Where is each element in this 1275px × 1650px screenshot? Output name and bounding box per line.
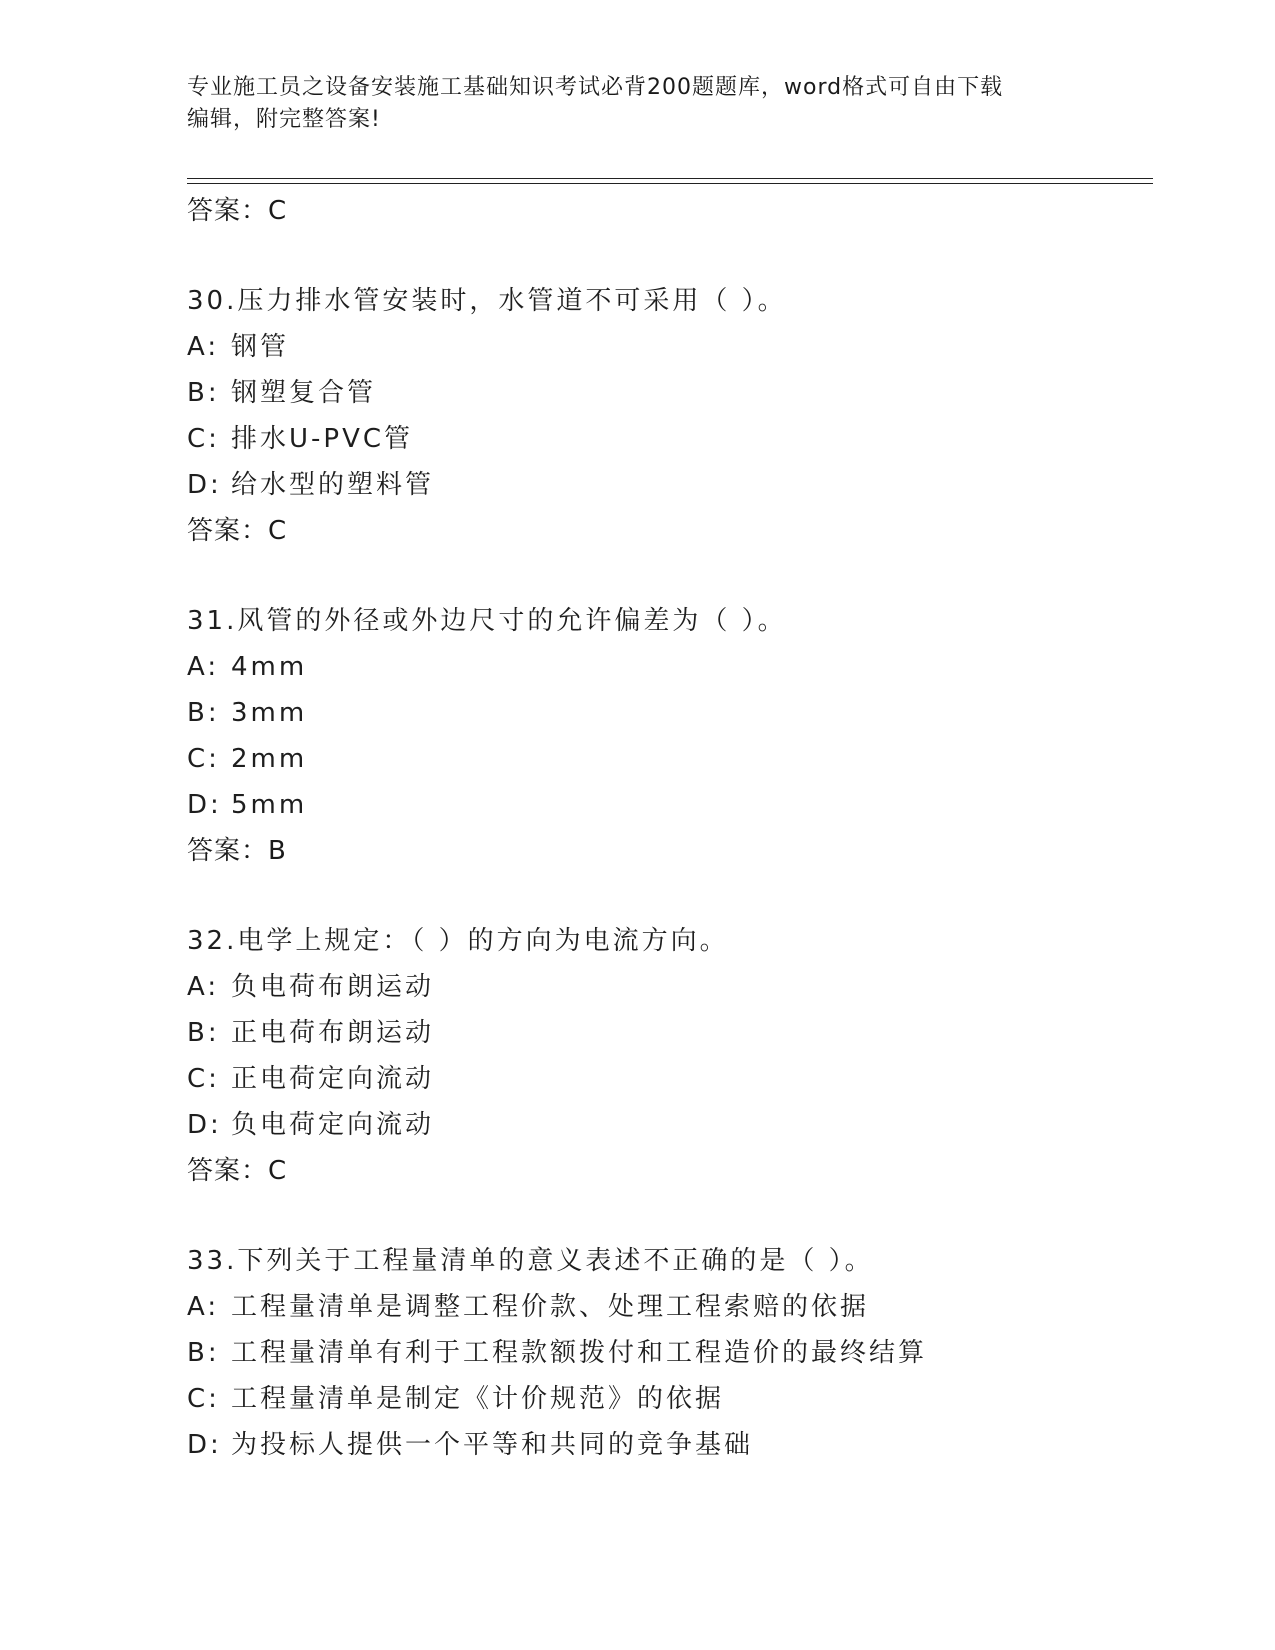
question-option xyxy=(187,1010,1147,1056)
option-letter: C: xyxy=(187,744,220,774)
document-header xyxy=(187,72,1067,136)
option-text: 给水型的塑料管 xyxy=(231,470,435,500)
option-letter: C: xyxy=(187,424,220,454)
option-letter: C: xyxy=(187,1384,220,1414)
question-answer: 答案：C xyxy=(187,1156,288,1186)
option-text: 钢塑复合管 xyxy=(231,378,377,408)
question-list xyxy=(187,278,1147,1468)
option-text: 工程量清单是调整工程价款、处理工程索赔的依据 xyxy=(231,1292,870,1322)
question-stem: 31.风管的外径或外边尺寸的允许偏差为（ ）。 xyxy=(187,606,787,636)
option-text: 为投标人提供一个平等和共同的竞争基础 xyxy=(231,1430,754,1460)
question-option xyxy=(187,1102,1147,1148)
header-line-2: 编辑，附完整答案! xyxy=(187,107,381,132)
option-letter: B: xyxy=(187,1338,220,1368)
question-option xyxy=(187,1376,1147,1422)
option-letter: D: xyxy=(187,1110,222,1140)
option-letter: A: xyxy=(187,972,220,1002)
option-letter: B: xyxy=(187,698,220,728)
option-text: 钢管 xyxy=(231,332,290,362)
option-text: 负电荷布朗运动 xyxy=(231,972,435,1002)
question-stem: 30.压力排水管安装时，水管道不可采用（ ）。 xyxy=(187,286,787,316)
question-option xyxy=(187,690,1147,736)
header-line-1: 专业施工员之设备安装施工基础知识考试必背200题题库，word格式可自由下载 xyxy=(187,75,1004,100)
question-block xyxy=(187,278,1147,554)
option-letter: A: xyxy=(187,652,220,682)
option-text: 3mm xyxy=(231,698,308,728)
question-block xyxy=(187,598,1147,874)
question-answer: 答案：B xyxy=(187,836,287,866)
option-text: 2mm xyxy=(231,744,308,774)
document-body xyxy=(187,188,1147,1468)
question-option xyxy=(187,964,1147,1010)
previous-answer: 答案：C xyxy=(187,196,288,226)
option-text: 工程量清单是制定《计价规范》的依据 xyxy=(231,1384,725,1414)
option-letter: D: xyxy=(187,790,222,820)
question-option xyxy=(187,1422,1147,1468)
question-answer: 答案：C xyxy=(187,516,288,546)
option-text: 4mm xyxy=(231,652,308,682)
question-option xyxy=(187,324,1147,370)
question-option xyxy=(187,1284,1147,1330)
option-text: 排水U-PVC管 xyxy=(231,424,414,454)
question-option xyxy=(187,416,1147,462)
option-letter: B: xyxy=(187,378,220,408)
question-stem: 33.下列关于工程量清单的意义表述不正确的是（ ）。 xyxy=(187,1246,874,1276)
question-option xyxy=(187,370,1147,416)
option-letter: D: xyxy=(187,470,222,500)
option-text: 工程量清单有利于工程款额拨付和工程造价的最终结算 xyxy=(231,1338,928,1368)
question-option xyxy=(187,1330,1147,1376)
header-divider-bottom xyxy=(187,183,1153,184)
question-option xyxy=(187,1056,1147,1102)
option-letter: C: xyxy=(187,1064,220,1094)
question-stem: 32.电学上规定：（ ）的方向为电流方向。 xyxy=(187,926,729,956)
question-option xyxy=(187,782,1147,828)
option-letter: B: xyxy=(187,1018,220,1048)
question-option xyxy=(187,644,1147,690)
option-text: 负电荷定向流动 xyxy=(231,1110,435,1140)
header-divider-top xyxy=(187,178,1153,179)
option-letter: A: xyxy=(187,1292,220,1322)
option-text: 正电荷布朗运动 xyxy=(231,1018,435,1048)
question-block xyxy=(187,918,1147,1194)
option-text: 正电荷定向流动 xyxy=(231,1064,435,1094)
question-option xyxy=(187,462,1147,508)
option-text: 5mm xyxy=(231,790,308,820)
question-block xyxy=(187,1238,1147,1468)
option-letter: A: xyxy=(187,332,220,362)
option-letter: D: xyxy=(187,1430,222,1460)
question-option xyxy=(187,736,1147,782)
